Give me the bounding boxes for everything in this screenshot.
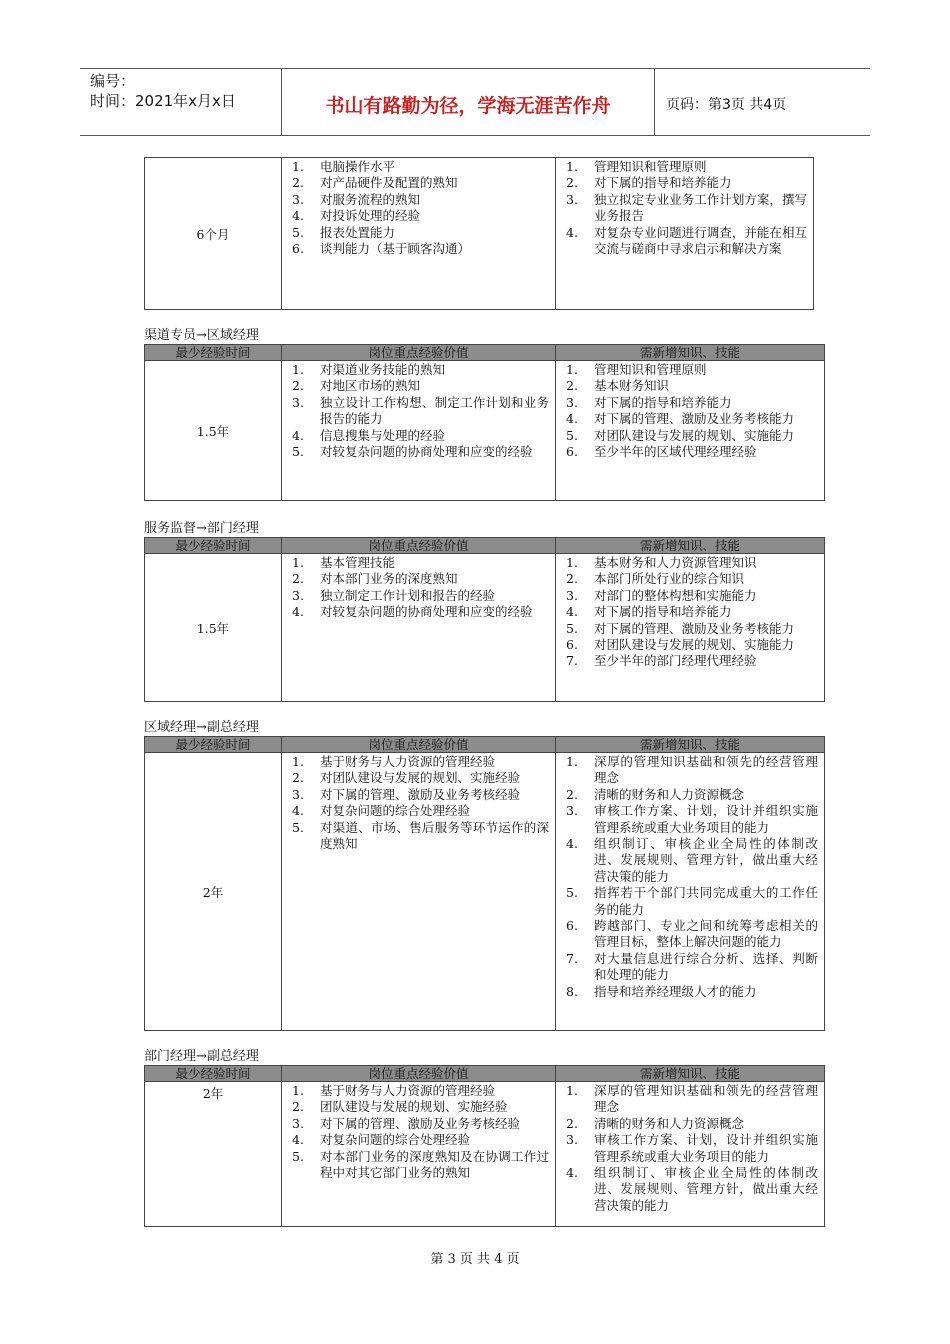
list-item-text: 基于财务与人力资源的管理经验 (320, 1083, 496, 1098)
section-title: 渠道专员→区域经理 (144, 328, 259, 343)
skills-cell (556, 158, 814, 310)
list-item (562, 159, 807, 175)
list-item-text: 独立设计工作构想、制定工作计划和业务报告的能力 (320, 394, 549, 427)
col-header-skills: 需新增知识、技能 (556, 538, 825, 554)
list-item-text: 对下属的指导和培养能力 (594, 175, 732, 191)
col-header-time: 最少经验时间 (145, 1066, 282, 1082)
list-item-text: 审核工作方案、计划，设计并组织实施管理系统或重大业务项目的能力 (594, 1132, 818, 1164)
list-item-text: 对团队建设与发展的规划、实施经验 (320, 770, 521, 786)
page-footer: 第 3 页 共 4 页 (430, 1252, 520, 1267)
list-item-text: 对地区市场的熟知 (320, 378, 421, 394)
list-item-number: 4. (566, 411, 578, 427)
list-item-text: 指导和培养经理级人才的能力 (594, 983, 757, 999)
list-item-text: 对下属的管理、激励及业务考核经验 (320, 786, 521, 802)
list-item-text: 深厚的管理知识基础和领先的经营管理理念 (594, 754, 818, 786)
list-item-number: 1. (292, 1083, 304, 1098)
values-cell (282, 1082, 556, 1227)
list-item-text: 对大量信息进行综合分析、选择、判断和处理的能力 (594, 950, 818, 983)
list-item (562, 444, 818, 460)
list-item-number: 2. (566, 1115, 578, 1131)
list-item-text: 独立制定工作计划和报告的经验 (320, 587, 496, 603)
list-item-number: 5. (292, 819, 304, 835)
list-item-text: 信息搜集与处理的经验 (320, 427, 446, 443)
list-item-number: 2. (292, 571, 304, 587)
list-item-number: 4. (292, 208, 304, 224)
list-item (288, 444, 549, 460)
list-item-number: 5. (566, 620, 578, 636)
list-item-number: 5. (566, 885, 578, 901)
col-header-time: 最少经验时间 (145, 538, 282, 554)
top-section (144, 157, 814, 310)
header-divider (654, 69, 655, 135)
time-cell: 2年 (145, 1082, 282, 1227)
list-item-text: 对团队建设与发展的规划、实施能力 (594, 637, 795, 653)
list-item (288, 1149, 549, 1182)
numbered-list (282, 158, 555, 259)
list-item-text: 对渠道业务技能的熟知 (320, 362, 446, 377)
list-item-number: 7. (566, 950, 578, 966)
col-header-values: 岗位重点经验价值 (282, 1066, 556, 1082)
col-header-skills: 需新增知识、技能 (556, 737, 825, 753)
list-item-text: 对部门的整体构想和实施能力 (594, 587, 757, 603)
list-item-number: 2. (292, 175, 304, 191)
list-item (288, 820, 549, 853)
list-item-number: 3. (566, 1132, 578, 1148)
list-item-text: 对下属的指导和培养能力 (594, 604, 732, 620)
list-item-text: 对产品硬件及配置的熟知 (320, 175, 458, 191)
numbered-list (282, 554, 555, 623)
list-item-text: 独立拟定专业业务工作计划方案，撰写业务报告 (594, 191, 807, 224)
list-item-number: 5. (292, 444, 304, 460)
section-title: 服务监督→部门经理 (144, 521, 259, 536)
list-item-number: 3. (566, 191, 578, 207)
col-header-values: 岗位重点经验价值 (282, 538, 556, 554)
list-item (562, 1165, 818, 1214)
list-item-text: 对本部门业务的深度熟知 (320, 571, 458, 587)
time-cell: 1.5年 (145, 554, 282, 702)
list-item-text: 基本财务和人力资源管理知识 (594, 555, 757, 570)
list-item-number: 5. (292, 1148, 304, 1164)
list-item (288, 241, 549, 257)
list-item (288, 362, 549, 378)
list-item-text: 报表处置能力 (320, 224, 396, 240)
page-header (80, 68, 870, 136)
list-item-number: 7. (566, 653, 578, 669)
list-item-text: 对较复杂问题的协商处理和应变的经验 (320, 604, 533, 620)
numbered-list (556, 1082, 824, 1216)
list-item-number: 1. (566, 362, 578, 377)
list-item-text: 至少半年的区域代理经理经验 (594, 444, 757, 460)
list-item (288, 770, 549, 786)
list-item (288, 208, 549, 224)
list-item (562, 1083, 818, 1116)
numbered-list (556, 158, 813, 259)
list-item (288, 175, 549, 191)
numbered-list (282, 361, 555, 462)
list-item (562, 175, 807, 191)
list-item (562, 984, 818, 1000)
time-cell: 2年 (145, 753, 282, 1031)
list-item-number: 3. (566, 587, 578, 603)
list-item-text: 对复杂问题的综合处理经验 (320, 803, 471, 819)
col-header-time: 最少经验时间 (145, 737, 282, 753)
list-item-text: 基于财务与人力资源的管理经验 (320, 754, 496, 769)
list-item (562, 1132, 818, 1165)
list-item (562, 653, 818, 669)
list-item-number: 4. (566, 1165, 578, 1181)
skills-cell (556, 554, 825, 702)
list-item-number: 3. (292, 786, 304, 802)
list-item-number: 3. (292, 1115, 304, 1131)
header-left (90, 71, 236, 111)
list-item-number: 6. (566, 918, 578, 934)
list-item-number: 5. (292, 224, 304, 240)
list-item-text: 组织制订、审核企业全局性的体制改进、发展规则、管理方针，做出重大经营决策的能力 (594, 836, 818, 884)
list-item (288, 225, 549, 241)
list-item-text: 清晰的财务和人力资源概念 (594, 1115, 745, 1131)
list-item (288, 1083, 549, 1099)
list-item-number: 4. (292, 1132, 304, 1148)
list-item-number: 2. (566, 786, 578, 802)
list-item-text: 对本部门业务的深度熟知及在协调工作过程中对其它部门业务的熟知 (320, 1148, 549, 1181)
time-cell: 6个月 (145, 158, 282, 310)
skills-cell (556, 361, 825, 501)
list-item (562, 885, 818, 918)
list-item-text: 清晰的财务和人力资源概念 (594, 786, 745, 802)
list-item (562, 1116, 818, 1132)
list-item-text: 对下属的指导和培养能力 (594, 394, 732, 410)
list-item (562, 621, 818, 637)
list-item (562, 754, 818, 787)
list-item (288, 378, 549, 394)
experience-table (144, 736, 825, 1031)
list-item-number: 4. (292, 604, 304, 620)
number-label: 编号： (90, 72, 136, 90)
col-header-skills: 需新增知识、技能 (556, 1066, 825, 1082)
col-header-values: 岗位重点经验价值 (282, 737, 556, 753)
list-item-text: 审核工作方案、计划，设计并组织实施管理系统或重大业务项目的能力 (594, 803, 818, 835)
list-item (288, 192, 549, 208)
list-item (288, 571, 549, 587)
list-item-number: 2. (292, 378, 304, 394)
header-page-label: 页码：第3页 共4页 (666, 97, 787, 113)
list-item-text: 团队建设与发展的规划、实施经验 (320, 1099, 508, 1115)
list-item-number: 2. (566, 571, 578, 587)
list-item-text: 对较复杂问题的协商处理和应变的经验 (320, 444, 533, 460)
list-item-number: 6. (292, 241, 304, 257)
list-item-number: 2. (292, 770, 304, 786)
header-motto: 书山有路勤为径，学海无涯苦作舟 (325, 95, 611, 117)
list-item (288, 754, 549, 770)
section-service-to-dept (144, 521, 825, 702)
section-regional-to-vp (144, 720, 825, 1031)
skills-cell (556, 1082, 825, 1227)
list-item-text: 对服务流程的熟知 (320, 191, 421, 207)
list-item (562, 803, 818, 836)
section-title: 区域经理→副总经理 (144, 720, 259, 735)
numbered-list (556, 361, 824, 462)
list-item-text: 管理知识和管理原则 (594, 362, 707, 377)
experience-table (144, 1065, 825, 1227)
list-item (562, 604, 818, 620)
list-item (562, 378, 818, 394)
list-item (288, 604, 549, 620)
numbered-list (282, 1082, 555, 1183)
list-item (288, 1132, 549, 1148)
list-item-number: 2. (292, 1099, 304, 1115)
list-item (562, 787, 818, 803)
list-item-text: 对下属的管理、激励及业务考核经验 (320, 1115, 521, 1131)
list-item (288, 588, 549, 604)
list-item (288, 803, 549, 819)
col-header-values: 岗位重点经验价值 (282, 345, 556, 361)
list-item-number: 3. (292, 394, 304, 410)
list-item-text: 对渠道、市场、售后服务等环节运作的深度熟知 (320, 819, 549, 852)
list-item-number: 4. (292, 427, 304, 443)
section-dept-to-vp (144, 1049, 825, 1227)
list-item-number: 4. (566, 604, 578, 620)
list-item-text: 对投诉处理的经验 (320, 208, 421, 224)
list-item-number: 6. (566, 637, 578, 653)
list-item-text: 至少半年的部门经理代理经验 (594, 653, 757, 669)
list-item-number: 8. (566, 983, 578, 999)
list-item (562, 362, 818, 378)
list-item-text: 指挥若干个部门共同完成重大的工作任务的能力 (594, 885, 818, 917)
list-item-number: 3. (292, 191, 304, 207)
list-item-text: 对下属的管理、激励及业务考核能力 (594, 411, 795, 427)
values-cell (282, 361, 556, 501)
list-item-number: 1. (292, 159, 304, 174)
list-item (288, 1116, 549, 1132)
list-item (562, 192, 807, 225)
list-item (562, 395, 818, 411)
list-item (562, 918, 818, 951)
list-item-text: 组织制订、审核企业全局性的体制改进、发展规则、管理方针，做出重大经营决策的能力 (594, 1165, 818, 1213)
values-cell (282, 753, 556, 1031)
list-item-text: 谈判能力（基于顾客沟通） (320, 241, 471, 257)
list-item-number: 3. (292, 587, 304, 603)
numbered-list (556, 753, 824, 1002)
list-item (288, 395, 549, 428)
experience-table (144, 157, 814, 310)
list-item-number: 5. (566, 427, 578, 443)
numbered-list (282, 753, 555, 854)
list-item (562, 951, 818, 984)
list-item-number: 1. (566, 555, 578, 570)
time-cell: 1.5年 (145, 361, 282, 501)
list-item (562, 588, 818, 604)
list-item-text: 基本管理技能 (320, 555, 396, 570)
list-item-text: 对团队建设与发展的规划、实施能力 (594, 427, 795, 443)
col-header-skills: 需新增知识、技能 (556, 345, 825, 361)
skills-cell (556, 753, 825, 1031)
list-item-number: 2. (566, 378, 578, 394)
list-item (288, 787, 549, 803)
list-item-text: 管理知识和管理原则 (594, 159, 707, 174)
list-item (562, 428, 818, 444)
list-item-number: 3. (566, 394, 578, 410)
list-item-text: 深厚的管理知识基础和领先的经营管理理念 (594, 1083, 818, 1115)
list-item (288, 1099, 549, 1115)
values-cell (282, 158, 556, 310)
list-item (562, 225, 807, 258)
list-item-number: 4. (566, 224, 578, 240)
list-item-number: 4. (566, 836, 578, 852)
list-item-text: 本部门所处行业的综合知识 (594, 571, 745, 587)
list-item-text: 电脑操作水平 (320, 159, 396, 174)
list-item-number: 3. (566, 803, 578, 819)
list-item-text: 对复杂问题的综合处理经验 (320, 1132, 471, 1148)
list-item (562, 411, 818, 427)
list-item-text: 对下属的管理、激励及业务考核能力 (594, 620, 795, 636)
list-item-number: 1. (566, 754, 578, 769)
list-item (288, 428, 549, 444)
list-item (562, 836, 818, 885)
experience-table (144, 344, 825, 501)
col-header-time: 最少经验时间 (145, 345, 282, 361)
list-item (562, 571, 818, 587)
values-cell (282, 554, 556, 702)
list-item-number: 1. (566, 1083, 578, 1098)
section-channel-to-regional (144, 328, 825, 501)
list-item-number: 1. (566, 159, 578, 174)
list-item-text: 跨越部门、专业之间和统筹考虑相关的管理目标，整体上解决问题的能力 (594, 918, 818, 950)
list-item (562, 637, 818, 653)
time-label: 时间：2021年x月x日 (90, 92, 236, 110)
list-item-text: 基本财务知识 (594, 378, 670, 394)
list-item-number: 1. (292, 555, 304, 570)
list-item (288, 159, 549, 175)
list-item (562, 555, 818, 571)
numbered-list (556, 554, 824, 672)
section-title: 部门经理→副总经理 (144, 1049, 259, 1064)
list-item-number: 6. (566, 444, 578, 460)
experience-table (144, 537, 825, 702)
list-item-number: 1. (292, 754, 304, 769)
list-item-number: 4. (292, 803, 304, 819)
list-item-number: 1. (292, 362, 304, 377)
list-item-number: 2. (566, 175, 578, 191)
list-item-text: 对复杂专业问题进行调查，并能在相互交流与磋商中寻求启示和解决方案 (594, 224, 807, 257)
list-item (288, 555, 549, 571)
